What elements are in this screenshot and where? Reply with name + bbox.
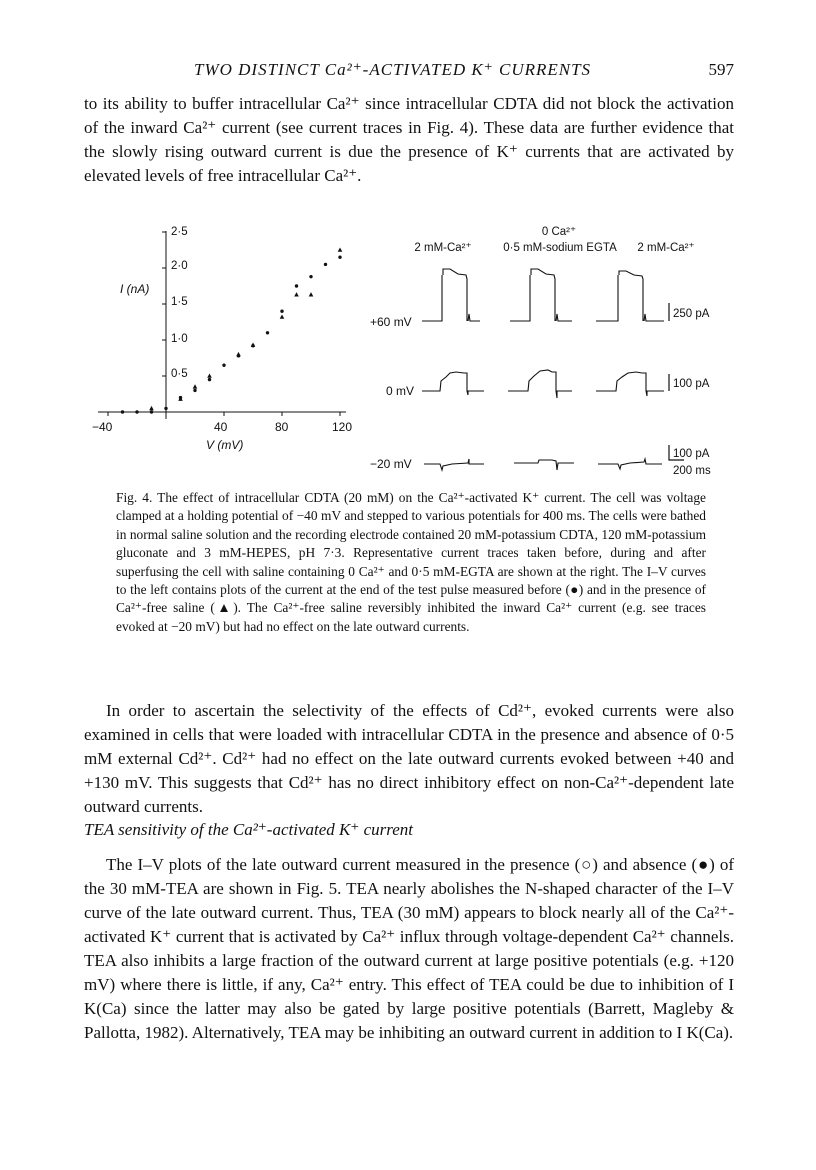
x-tick-label: 120 (332, 420, 353, 434)
data-point-triangle (338, 248, 343, 252)
scale-label: 100 pA (673, 448, 710, 460)
iv-plot (92, 226, 352, 452)
data-point-triangle (149, 406, 154, 410)
body-paragraph-2: In order to ascertain the selectivity of the effects of Cd²⁺, evoked currents were also examined in cells that were loaded with intracellular CDTA in the presence and absence of 0·5 mM external Cd²⁺. Cd²⁺ had no effect on the late outward currents evoked between +40 and +130 mV. This suggests that Cd²⁺ has no direct inhibitory effect on non-Ca²⁺-dependent late outward currents. (84, 701, 734, 816)
figure-4-graphic (90, 215, 730, 485)
data-point-circle (295, 284, 298, 287)
x-tick-label: −40 (92, 420, 113, 434)
data-point-triangle (294, 292, 299, 296)
x-tick-label: 80 (275, 420, 289, 434)
data-point-triangle (236, 352, 241, 356)
time-scale-label: 200 ms (673, 465, 711, 477)
data-point-circle (193, 389, 196, 392)
condition-2-ca-before: 2 mM-Ca²⁺ (414, 242, 472, 254)
condition-0-ca: 0 Ca²⁺ (541, 226, 577, 238)
data-point-circle (135, 410, 138, 413)
y-tick-label: 1·0 (171, 333, 188, 345)
data-point-circle (324, 263, 327, 266)
condition-egta: 0·5 mM-sodium EGTA (503, 242, 617, 254)
data-point-circle (338, 256, 341, 259)
data-point-circle (164, 407, 167, 410)
traces-plus-60 (422, 269, 664, 321)
y-tick-label: 2·5 (171, 226, 188, 238)
x-tick-marks (108, 412, 340, 416)
y-tick-label: 0·5 (171, 368, 188, 380)
body-paragraph-1: to its ability to buffer intracellular Ca²⁺ since intracellular CDTA did not block the activation of the inward Ca²⁺ current (see current traces in Fig. 4). These data are further evidence that the slowly rising outward current is due the presence of K⁺ currents that are activated by elevated levels of free intracellular Ca²⁺. (84, 94, 734, 185)
y-tick-label: 2·0 (171, 260, 188, 272)
current-traces (370, 226, 711, 477)
traces-minus-20 (424, 459, 662, 470)
figure-caption: Fig. 4. The effect of intracellular CDTA (20 mM) on the Ca²⁺-activated K⁺ current. The cell was voltage clamped at a holding potential of −40 mV and stepped to various potentials for 400 ms. The cells were bathed in normal saline solution and the recording electrode contained 20 mM-potassium CDTA, 120 mM-potassium gluconate and 3 mM-HEPES, pH 7·3. Representative current traces taken before, during and after superfusing the cell with saline containing 0 Ca²⁺ and 0·5 mM-EGTA are shown at the right. The I–V curves to the left contains plots of the current at the end of the test pulse measured before (●) and in the presence of Ca²⁺-free saline (▲). The Ca²⁺-free saline reversibly inhibited the inward Ca²⁺ current (e.g. see traces evoked at −20 mV) but had no effect on the late outward currents. (116, 490, 706, 634)
data-point-circle (208, 378, 211, 381)
section-heading: TEA sensitivity of the Ca²⁺-activated K⁺ current (84, 820, 413, 839)
data-point-circle (121, 410, 124, 413)
y-tick-label: 1·5 (171, 296, 188, 308)
page-number: 597 (708, 60, 734, 79)
data-point-circle (222, 364, 225, 367)
x-tick-label: 40 (214, 420, 228, 434)
data-point-circle (266, 331, 269, 334)
data-point-triangle (280, 314, 285, 318)
data-point-triangle (193, 384, 198, 388)
page-header (84, 60, 734, 84)
scale-label: 100 pA (673, 378, 710, 390)
traces-0-mv (422, 370, 664, 398)
data-point-triangle (251, 343, 256, 347)
x-axis-label: V (mV) (206, 438, 244, 452)
trace-voltage-label: 0 mV (386, 384, 415, 398)
running-title: TWO DISTINCT Ca²⁺-ACTIVATED K⁺ CURRENTS (194, 60, 592, 79)
figure-4 (90, 215, 730, 485)
body-paragraph-3: The I–V plots of the late outward current measured in the presence (○) and absence (●) of the 30 mM-TEA are shown in Fig. 5. TEA nearly abolishes the N-shaped character of the I–V curve of the late outward current. Thus, TEA (30 mM) appears to block nearly all of the Ca²⁺-activated K⁺ current that is activated by Ca²⁺ influx through voltage-dependent Ca²⁺ channels. TEA also inhibits a large fraction of the outward current at large positive potentials (e.g. +120 mV) where there is little, if any, Ca²⁺ entry. This effect of TEA could be due to inhibition of I K(Ca) since the latter may also be gated by large positive potentials (Barrett, Magleby & Pallotta, 1982). Alternatively, TEA may be inhibiting an outward current in addition to I K(Ca). (84, 855, 734, 1042)
data-point-triangle (309, 292, 314, 296)
data-point-circle (150, 410, 153, 413)
iv-data-points (121, 248, 342, 414)
y-tick-marks (162, 232, 166, 376)
data-point-circle (280, 310, 283, 313)
data-point-circle (309, 275, 312, 278)
scale-label: 250 pA (673, 308, 710, 320)
condition-2-ca-after: 2 mM-Ca²⁺ (637, 242, 695, 254)
data-point-triangle (207, 374, 212, 378)
trace-voltage-label: +60 mV (370, 315, 412, 329)
trace-voltage-label: −20 mV (370, 457, 412, 471)
y-axis-label: I (nA) (120, 282, 150, 296)
